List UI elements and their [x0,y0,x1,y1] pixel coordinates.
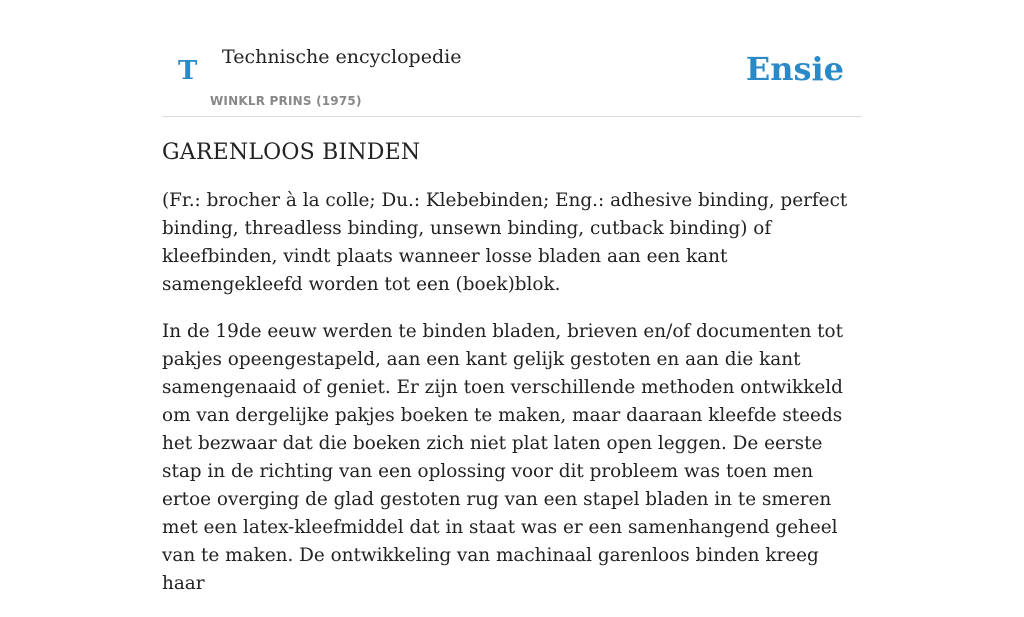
article-headword: GARENLOOS BINDEN [162,140,421,165]
article-paragraph: (Fr.: brocher à la colle; Du.: Klebebinden; Eng.: adhesive binding, perfect binding, threadless binding, unsewn binding, cutback binding) of kleefbinden, vindt plaats wanneer losse bladen aan een kant samengekleefd worden tot een (boek)blok. [162,190,848,295]
encyclopedia-source: WINKLR PRINS (1975) [210,94,362,108]
site-header [162,0,862,117]
article-paragraph: In de 19de eeuw werden te binden bladen, brieven en/of documenten tot pakjes opeengestapeld, aan een kant gelijk gestoten en aan die kant samengenaaid of geniet. Er zijn toen verschillende methoden ontwikkeld om van dergelijke pakjes boeken te maken, maar daaraan kleefde steeds het bezwaar dat die boeken zich niet plat laten open leggen. De eerste stap in de richting van een oplossing voor dit probleem was toen men ertoe overging de glad gestoten rug van een stapel bladen in te smeren met een latex-kleefmiddel dat in staat was er een samenhangend geheel van te maken. De ontwikkeling van machinaal garenloos binden kreeg haar [162,321,844,594]
article [162,140,864,617]
category-logo[interactable]: T [178,56,198,86]
brand-logo[interactable]: Ensie [745,50,844,88]
encyclopedia-title[interactable]: Technische encyclopedie [222,46,462,68]
